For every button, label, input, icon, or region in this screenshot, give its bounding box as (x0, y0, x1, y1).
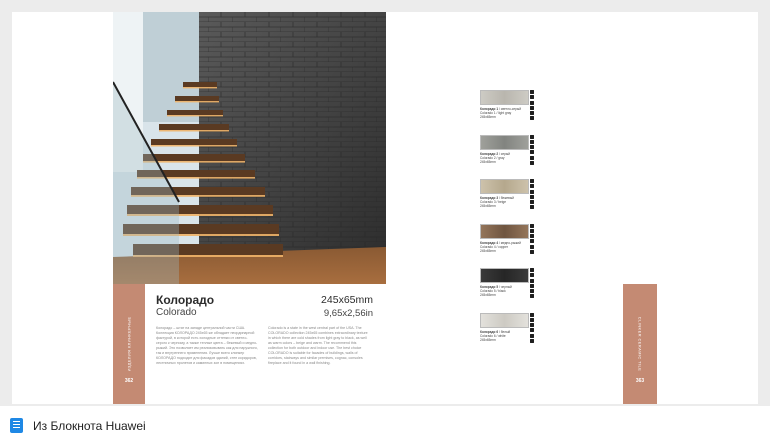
swatch-code: 245x65mm (480, 204, 496, 208)
usage-icon (530, 205, 534, 209)
usage-icon (530, 273, 534, 277)
swatch-desc: / белый (498, 329, 511, 334)
usage-icons (530, 135, 534, 165)
usage-icon (530, 150, 534, 154)
swatch-en: Colorado 4 / copper (480, 244, 508, 249)
usage-icon (530, 289, 534, 293)
usage-icons (530, 268, 534, 298)
swatch-item (480, 135, 550, 180)
right-vertical-label: CLINKER CERAMIC TILE (637, 316, 643, 372)
swatch-en: Colorado 3 / beige (480, 200, 507, 204)
usage-icon (530, 145, 534, 149)
product-title-en: Colorado (156, 307, 197, 318)
swatch-label (480, 285, 528, 297)
swatch-label (480, 196, 528, 208)
usage-icons (530, 179, 534, 209)
swatch-name: Колорадо 6 (480, 329, 499, 334)
footer-source-text: Из Блокнота Huawei (33, 419, 146, 433)
swatch-desc: / бежевый (498, 196, 514, 200)
footer-bar (0, 406, 770, 445)
usage-icon (530, 101, 534, 105)
swatch-code: 245x65mm (480, 248, 496, 253)
swatch-code: 245x65mm (480, 293, 496, 297)
swatch-color-sample (480, 90, 529, 105)
color-swatch-list (480, 90, 550, 357)
usage-icon (530, 156, 534, 160)
usage-icon (530, 190, 534, 194)
swatch-color-sample (480, 135, 529, 150)
swatch-en: Colorado 2 / gray (480, 155, 505, 160)
swatch-color-sample (480, 224, 529, 239)
usage-icon (530, 200, 534, 204)
usage-icon (530, 318, 534, 322)
size-mm: 245x65mm (321, 294, 373, 306)
usage-icon (530, 195, 534, 199)
swatch-item (480, 224, 550, 269)
left-side-tab (113, 284, 145, 404)
usage-icons (530, 90, 534, 120)
usage-icon (530, 284, 534, 288)
usage-icon (530, 234, 534, 238)
usage-icon (530, 239, 534, 243)
notepad-icon (10, 418, 23, 433)
usage-icon (530, 179, 534, 183)
description-ru: Колорадо – штат на западе центральной части США. Коллекция КОЛОРАДО 245х65 же обладает неординарной фактурой, в которой есть холодные оттенки от светло-серого к черному, а также теплые цвета – бежевый и медно-рыжий. Это позволяет им реализовывать как для наружного, так и внутреннего применения. Лучше всего клинкер КОЛОРАДО подходит для фасадов зданий, стен коридоров, лестничных пролетов и каминных зон в помещениях. (156, 326, 258, 365)
usage-icon (530, 95, 534, 99)
swatch-item (480, 268, 550, 313)
staircase-photo (113, 12, 386, 284)
swatch-label (480, 241, 528, 253)
usage-icon (530, 116, 534, 120)
swatch-desc: / медно-рыжий (498, 240, 521, 245)
usage-icon (530, 184, 534, 188)
size-in: 9,65x2,56in (323, 308, 373, 319)
right-side-tab (623, 284, 657, 404)
swatch-code: 245x65mm (480, 115, 496, 119)
usage-icon (530, 135, 534, 139)
swatch-label (480, 152, 528, 164)
swatch-en: Colorado 6 / white (480, 333, 506, 338)
usage-icon (530, 224, 534, 228)
left-vertical-label: ИЗДЕЛИЯ КЛИНКЕРНЫЕ (126, 316, 132, 372)
swatch-desc: / светло-серый (498, 107, 522, 111)
swatch-name: Колорадо 5 (480, 285, 499, 289)
usage-icons (530, 313, 534, 343)
usage-icon (530, 268, 534, 272)
usage-icon (530, 323, 534, 327)
swatch-item (480, 313, 550, 358)
swatch-label (480, 330, 528, 342)
swatch-name: Колорадо 4 (480, 240, 499, 245)
usage-icon (530, 339, 534, 343)
swatch-item (480, 179, 550, 224)
usage-icon (530, 313, 534, 317)
swatch-code: 245x65mm (480, 159, 496, 164)
swatch-color-sample (480, 313, 529, 328)
usage-icon (530, 90, 534, 94)
swatch-name: Колорадо 1 (480, 107, 499, 111)
usage-icons (530, 224, 534, 254)
swatch-color-sample (480, 179, 529, 194)
usage-icon (530, 161, 534, 165)
swatch-color-sample (480, 268, 529, 283)
usage-icon (530, 250, 534, 254)
usage-icon (530, 294, 534, 298)
swatch-en: Colorado 5 / black (480, 289, 506, 293)
usage-icon (530, 106, 534, 110)
usage-icon (530, 328, 534, 332)
usage-icon (530, 111, 534, 115)
swatch-name: Колорадо 3 (480, 196, 499, 200)
swatch-desc: / черный (498, 285, 512, 289)
catalog-spread (12, 12, 758, 404)
left-page-number: 362 (124, 378, 134, 384)
usage-icon (530, 279, 534, 283)
right-page-number: 363 (635, 378, 645, 384)
product-title-ru: Колорадо (156, 293, 215, 307)
usage-icon (530, 334, 534, 338)
swatch-label (480, 107, 528, 119)
swatch-code: 245x65mm (480, 337, 496, 342)
swatch-item (480, 90, 550, 135)
staircase-illustration (113, 12, 386, 284)
description-en: Colorado is a state in the west central part of the USA. The COLORADO collection 245x65 combines extraordinary texture in which there are cold shades from light gray to black, as well as warm colors – beige and warm. The recommend this collection for both outdoor and indoor use. The best choice COLORADO is suitable for facades of buildings, walls of corridors, stairways and similar premises, cognac, consoles fireplace and it found in a wall finishing. (268, 326, 368, 365)
usage-icon (530, 229, 534, 233)
swatch-name: Колорадо 2 (480, 151, 499, 156)
swatch-desc: / серый (498, 151, 510, 156)
usage-icon (530, 245, 534, 249)
swatch-en: Colorado 1 / light gray (480, 111, 512, 115)
usage-icon (530, 140, 534, 144)
